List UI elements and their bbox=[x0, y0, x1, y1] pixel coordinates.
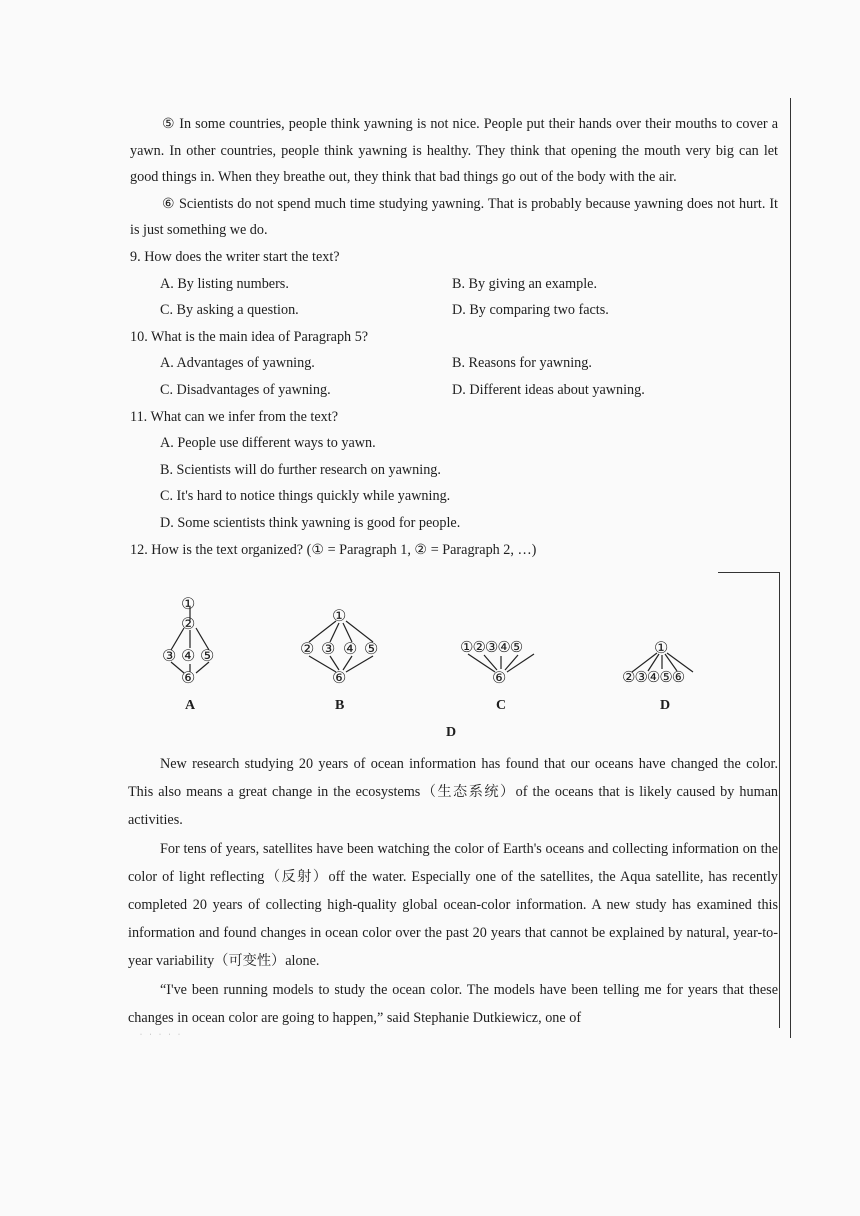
diagram-b-node-bottom: ⑥ bbox=[332, 670, 347, 687]
question-9-stem: 9. How does the writer start the text? bbox=[130, 248, 340, 265]
diagram-a-node-bottom: ⑥ bbox=[181, 670, 196, 687]
ocean-paragraph-3: “I've been running models to study the ocean color. The models have been telling me for years that these changes in ocean color are going to happen,” said Stephanie Dutkiewicz, one of bbox=[128, 981, 778, 1026]
diagram-a-label[interactable]: A bbox=[185, 698, 196, 713]
question-11-options bbox=[130, 430, 778, 536]
diagram-b-node-4: ④ bbox=[343, 641, 358, 658]
question-11-option-b[interactable]: B. Scientists will do further research on yawning. bbox=[160, 461, 441, 478]
diagram-b-node-top: ① bbox=[332, 608, 347, 625]
diagram-d-label[interactable]: D bbox=[660, 698, 671, 713]
page-margin-line bbox=[790, 98, 791, 1038]
diagram-a-node-second: ② bbox=[181, 616, 196, 633]
diagram-b-node-3: ③ bbox=[321, 641, 336, 658]
passage-yawning bbox=[130, 111, 778, 563]
question-10-stem: 10. What is the main idea of Paragraph 5? bbox=[130, 328, 369, 345]
box-right-line bbox=[779, 572, 780, 1028]
diagram-c-node-top: ①②③④⑤ bbox=[460, 640, 523, 656]
question-9-option-a[interactable]: A. By listing numbers. bbox=[160, 275, 289, 292]
answer-mark: D bbox=[446, 725, 457, 740]
ocean-paragraph-1: New research studying 20 years of ocean information has found that our oceans have changed the color. This also means a great change in the ecosystems（生态系统）of the oceans that is likely caused by human activities. bbox=[128, 756, 778, 829]
diagram-a-node-top: ① bbox=[181, 596, 196, 613]
question-10-option-c[interactable]: C. Disadvantages of yawning. bbox=[160, 381, 331, 398]
question-10-option-d[interactable]: D. Different ideas about yawning. bbox=[452, 381, 645, 398]
diagram-d-node-bottom: ②③④⑤⑥ bbox=[622, 670, 685, 686]
diagram-d-node-top: ① bbox=[654, 640, 669, 657]
diagram-b-label[interactable]: B bbox=[335, 698, 345, 713]
question-12-stem: 12. How is the text organized? (① = Paragraph 1, ② = Paragraph 2, …) bbox=[130, 541, 537, 558]
question-10-option-b[interactable]: B. Reasons for yawning. bbox=[452, 355, 592, 372]
paragraph-5: ⑤ In some countries, people think yawning is not nice. People put their hands over their mouths to cover a yawn. In other countries, people think yawning is healthy. They think that opening the mouth very big can let good things in. When they breathe out, they think that bad things go out of the body with the air. bbox=[130, 116, 778, 186]
passage-ocean bbox=[128, 750, 778, 1032]
diagram-c-label[interactable]: C bbox=[496, 698, 507, 713]
diagram-b-node-2: ② bbox=[300, 641, 315, 658]
diagram-a-node-3: ③ bbox=[162, 648, 177, 665]
structure-diagrams bbox=[150, 592, 740, 742]
question-11-option-c[interactable]: C. It's hard to notice things quickly while yawning. bbox=[160, 488, 451, 505]
question-9-option-b[interactable]: B. By giving an example. bbox=[452, 275, 598, 292]
diagram-a-node-4: ④ bbox=[181, 648, 196, 665]
question-10-options bbox=[130, 350, 778, 403]
question-11-stem: 11. What can we infer from the text? bbox=[130, 408, 338, 425]
diagram-a-node-5: ⑤ bbox=[200, 648, 215, 665]
question-11-option-a[interactable]: A. People use different ways to yawn. bbox=[160, 435, 376, 452]
question-9-options bbox=[130, 271, 778, 324]
ocean-paragraph-2: For tens of years, satellites have been watching the color of Earth's oceans and collecting information on the color of light reflecting（反射）off the water. Especially one of the satellites, the Aqua satellite, has recently completed 20 years of collecting high-quality global ocean-color information. A new study has examined this information and found changes in ocean color over the past 20 years that cannot be explained by natural, year-to-year variability（可变性）alone. bbox=[128, 840, 778, 970]
paragraph-6: ⑥ Scientists do not spend much time studying yawning. That is probably because yawning does not hurt. It is just something we do. bbox=[130, 195, 778, 239]
page-edge-scan-marks: · · · · · bbox=[140, 1032, 183, 1038]
question-11-option-d[interactable]: D. Some scientists think yawning is good for people. bbox=[160, 514, 461, 531]
question-9-option-d[interactable]: D. By comparing two facts. bbox=[452, 302, 609, 319]
diagram-c-node-bottom: ⑥ bbox=[492, 670, 507, 687]
question-9-option-c[interactable]: C. By asking a question. bbox=[160, 302, 299, 319]
box-top-line bbox=[718, 572, 780, 573]
diagram-b-node-5: ⑤ bbox=[364, 641, 379, 658]
question-10-option-a[interactable]: A. Advantages of yawning. bbox=[160, 355, 315, 372]
